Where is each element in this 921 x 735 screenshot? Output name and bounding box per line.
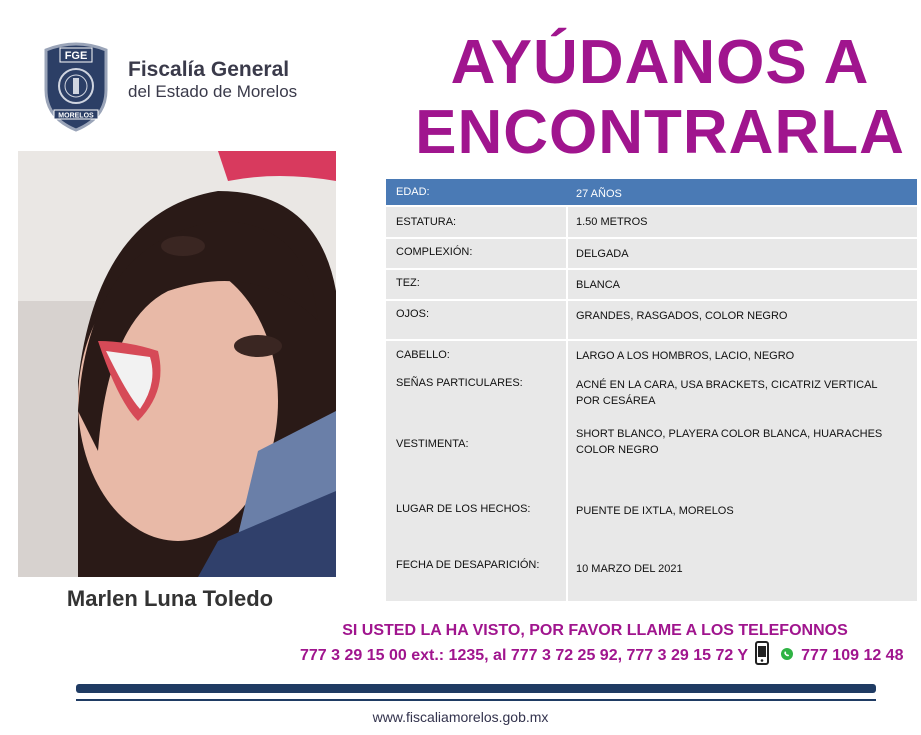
- footer-rule: [76, 699, 876, 701]
- row-separator: [386, 237, 917, 239]
- person-name: Marlen Luna Toledo: [66, 586, 274, 611]
- value-ojos: GRANDES, RASGADOS, COLOR NEGRO: [576, 310, 788, 322]
- headline: [400, 28, 920, 168]
- label-lugar: LUGAR DE LOS HECHOS:: [396, 503, 531, 515]
- value-tez: BLANCA: [576, 279, 621, 291]
- value-edad: 27 AÑOS: [576, 188, 622, 200]
- label-edad: EDAD:: [396, 186, 430, 198]
- contact-callout: [300, 620, 904, 671]
- row-separator: [386, 299, 917, 301]
- headline-line2: ENCONTRARLA: [415, 98, 905, 167]
- label-estatura: ESTATURA:: [396, 216, 457, 228]
- whatsapp-icon: [780, 646, 794, 667]
- logo-bottom-text: MORELOS: [58, 112, 94, 120]
- label-cabello: CABELLO:: [396, 349, 450, 361]
- phone-numbers: 777 3 29 15 00 ext.: 1235, al 777 3 72 25 92, 777 3 29 15 72 Y: [300, 647, 748, 665]
- value-complexion: DELGADA: [576, 248, 629, 260]
- footer-bar: [76, 684, 876, 693]
- org-name: [128, 58, 297, 102]
- value-vestimenta: SHORT BLANCO, PLAYERA COLOR BLANCA, HUARACHES COLOR NEGRO: [576, 428, 883, 456]
- value-estatura: 1.50 METROS: [576, 216, 648, 228]
- org-line1: Fiscalía General: [128, 58, 290, 81]
- headline-line1: AYÚDANOS A: [450, 28, 870, 97]
- mobile-phone-icon: [755, 641, 769, 671]
- label-tez: TEZ:: [396, 277, 420, 289]
- logo-text: FGE: [64, 50, 88, 62]
- label-fecha: FECHA DE DESAPARICIÓN:: [396, 559, 540, 571]
- value-lugar: PUENTE DE IXTLA, MORELOS: [576, 505, 734, 517]
- phone-line: [300, 641, 904, 671]
- website-link[interactable]: www.fiscaliamorelos.gob.mx: [372, 709, 549, 725]
- row-edad: [386, 179, 917, 205]
- label-senas: SEÑAS PARTICULARES:: [396, 377, 523, 389]
- value-fecha: 10 MARZO DEL 2021: [576, 563, 683, 575]
- whatsapp-number: 777 109 12 48: [801, 647, 904, 665]
- label-vestimenta: VESTIMENTA:: [396, 438, 469, 450]
- callout-message: SI USTED LA HA VISTO, POR FAVOR LLAME A LOS TELEFONNOS: [342, 622, 848, 639]
- details-table: [386, 179, 917, 601]
- label-complexion: COMPLEXIÓN:: [396, 246, 473, 258]
- org-line2: del Estado de Morelos: [128, 82, 298, 101]
- value-cabello: LARGO A LOS HOMBROS, LACIO, NEGRO: [576, 350, 795, 362]
- column-divider: [566, 179, 568, 601]
- fge-shield-logo: [38, 40, 114, 132]
- value-senas: ACNÉ EN LA CARA, USA BRACKETS, CICATRIZ VERTICAL POR CESÁREA: [576, 379, 878, 407]
- row-separator: [386, 205, 917, 207]
- label-ojos: OJOS:: [396, 308, 430, 320]
- row-separator: [386, 268, 917, 270]
- row-separator: [386, 339, 917, 341]
- missing-person-photo: [18, 151, 336, 577]
